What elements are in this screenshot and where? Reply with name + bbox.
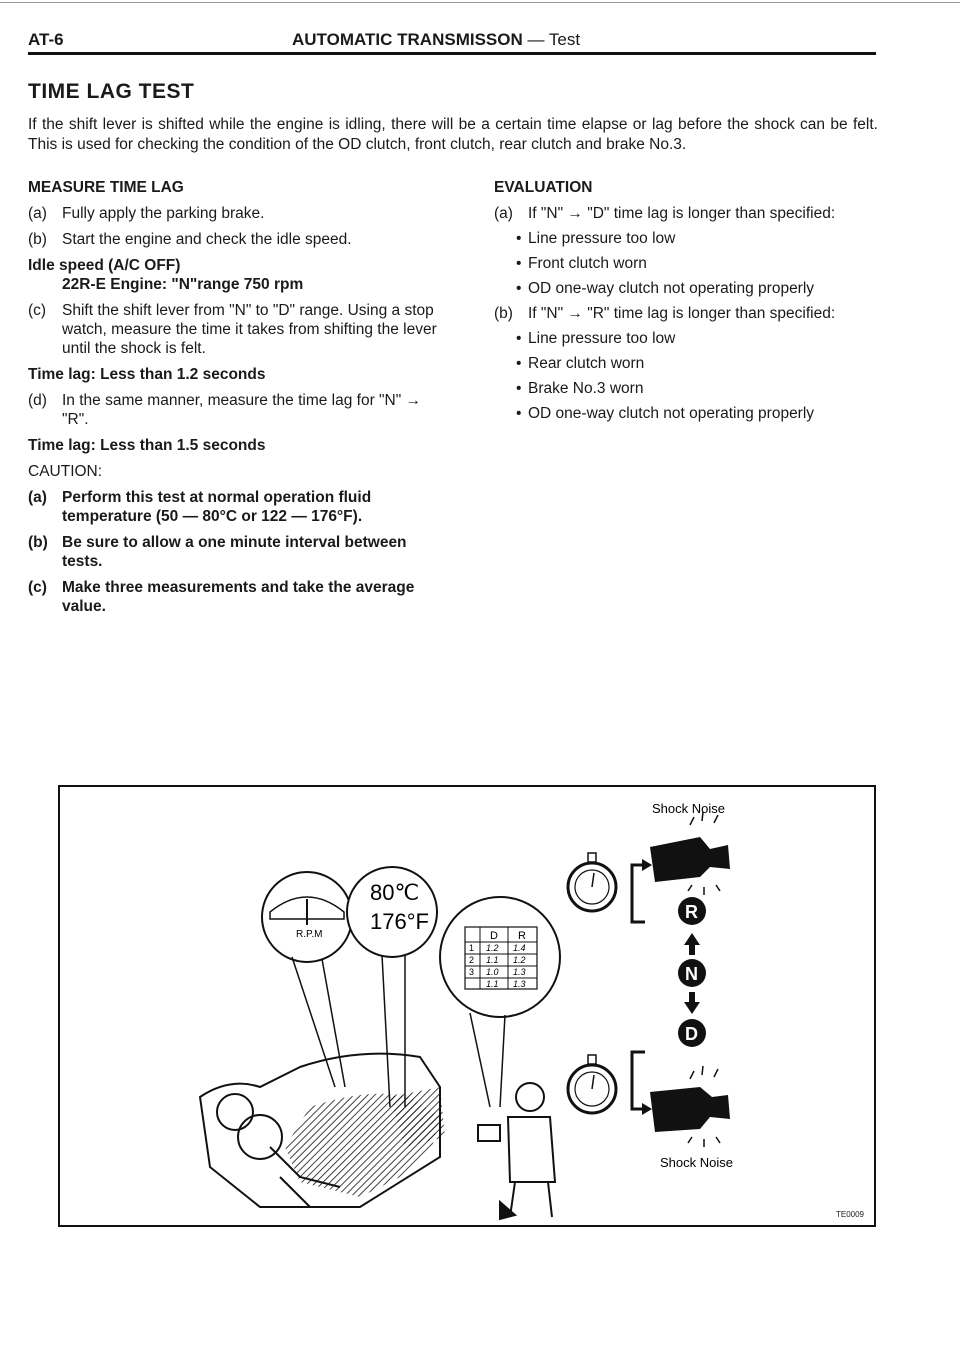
gear-d-letter: D: [685, 1024, 698, 1044]
table-cell: 1.2: [513, 955, 526, 965]
up-arrow-icon: [684, 933, 700, 955]
timing-bracket-top: [632, 865, 650, 919]
measure-heading: MEASURE TIME LAG: [28, 179, 184, 196]
eval-a-item: • Front clutch worn: [494, 254, 878, 273]
caution-a: (a) Perform this test at normal operation fluid temperature (50 — 80°C or 122 — 176°F).: [28, 489, 372, 525]
step-b: (b) Start the engine and check the idle speed.: [28, 231, 352, 248]
temp-celsius: 80℃: [370, 880, 420, 905]
running-header: AUTOMATIC TRANSMISSON — Test: [292, 30, 581, 49]
gear-r-letter: R: [685, 902, 698, 922]
table-cell: 1.1: [486, 979, 499, 989]
idle-heading: Idle speed (A/C OFF): [28, 257, 181, 274]
rpm-gauge-label: R.P.M: [296, 929, 323, 940]
step-d: (d) In the same manner, measure the time lag for "N" → "R".: [28, 392, 422, 428]
eval-a-item: • Line pressure too low: [494, 229, 878, 248]
step-c: (c) Shift the shift lever from "N" to "D" range. Using a stop watch, measure the time it takes from shifting the lever until the shock is felt.: [28, 302, 437, 357]
section-title: TIME LAG TEST: [28, 80, 195, 103]
table-cell: 1.4: [513, 943, 526, 953]
eval-a-item: • OD one-way clutch not operating properly: [494, 279, 878, 298]
caution-heading: CAUTION:: [28, 463, 103, 480]
table-cell: 1.3: [513, 979, 526, 989]
caution-c: (c) Make three measurements and take the average value.: [28, 579, 415, 615]
timing-bracket-bottom: [632, 1055, 650, 1109]
time-lag-illustration: [58, 785, 876, 1227]
eval-b-item: • OD one-way clutch not operating properly: [494, 404, 878, 423]
eval-a: (a) If "N" → "D" time lag is longer than specified:: [494, 205, 836, 222]
arrow-icon: [642, 859, 652, 871]
temp-fahrenheit: 176°F: [370, 909, 429, 934]
eval-b-item: • Rear clutch worn: [494, 354, 878, 373]
table-cell: 1.2: [486, 943, 499, 953]
measure-column: [28, 178, 440, 616]
eval-b: (b) If "N" → "R" time lag is longer than specified:: [494, 305, 836, 322]
down-arrow-icon: [684, 992, 700, 1014]
idle-value: 22R-E Engine: "N"range 750 rpm: [62, 276, 304, 293]
table-header-d: D: [490, 930, 498, 942]
evaluation-column: [494, 178, 878, 423]
page-number: AT-6: [28, 30, 64, 49]
stopwatch-icon: [568, 1055, 616, 1113]
eval-b-item: • Brake No.3 worn: [494, 379, 878, 398]
arrow-icon: [642, 1103, 652, 1115]
step-a: (a) Fully apply the parking brake.: [28, 205, 265, 222]
top-edge-rule: [0, 2, 960, 3]
time-lag-nd: Time lag: Less than 1.2 seconds: [28, 366, 266, 383]
table-cell: 3: [469, 967, 475, 977]
table-cell: 1.0: [486, 967, 499, 977]
transmission-icon: [650, 1087, 730, 1132]
bracket-foot: [632, 1052, 645, 1062]
evaluation-heading: EVALUATION: [494, 179, 593, 196]
time-lag-nr: Time lag: Less than 1.5 seconds: [28, 437, 266, 454]
gear-n-letter: N: [685, 964, 698, 984]
intro-paragraph: If the shift lever is shifted while the engine is idling, there will be a certain time elapse or lag before the shock can be felt. This is used for checking the condition of the OD clutch, front clutch, rear clutch and brake No.3.: [28, 116, 878, 153]
transmission-icon: [650, 837, 730, 882]
caution-b: (b) Be sure to allow a one minute interval between tests.: [28, 534, 407, 570]
header-rule: [28, 52, 876, 55]
stopwatch-icon: [568, 853, 616, 911]
shock-noise-label-top: Shock Noise: [652, 801, 725, 816]
table-cell: 1.1: [486, 955, 499, 965]
table-header-r: R: [518, 930, 526, 942]
tachometer-bubble: [262, 872, 352, 1087]
illustration-drawing: [60, 787, 874, 1225]
table-cell: 2: [469, 955, 475, 965]
figure-code: TE0009: [835, 1210, 864, 1219]
bracket-foot: [632, 912, 645, 922]
table-cell: 1.3: [513, 967, 526, 977]
table-cell: 1: [469, 943, 475, 953]
eval-b-item: • Line pressure too low: [494, 329, 878, 348]
shock-noise-label-bottom: Shock Noise: [660, 1155, 733, 1170]
